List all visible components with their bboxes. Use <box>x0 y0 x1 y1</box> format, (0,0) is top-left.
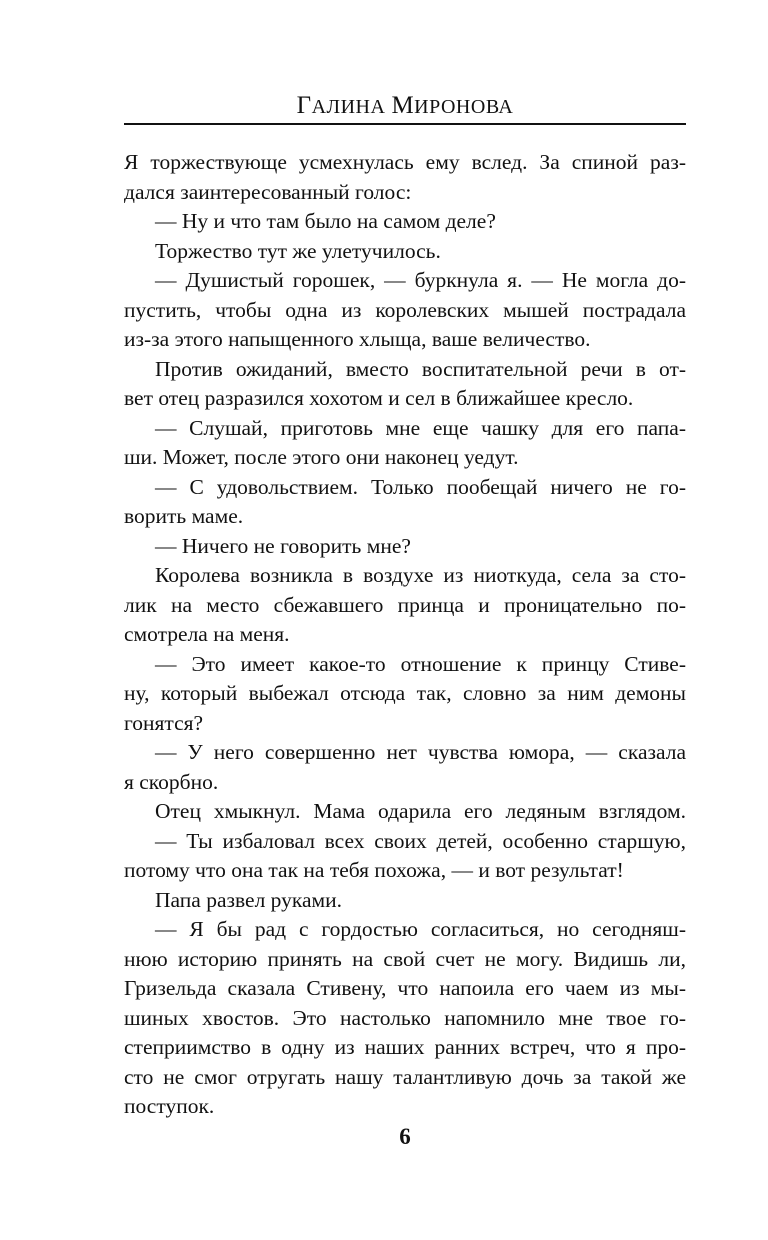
text-line: Гризельда сказала Стивену, что напоила его чаем из мы- <box>124 976 686 1000</box>
text-line: степриимство в одну из наших ранних встреч, что я про- <box>124 1035 686 1059</box>
header-rule <box>124 123 686 125</box>
text-line: Против ожиданий, вместо воспитательной речи в от- <box>155 356 686 381</box>
text-line: из-за этого напыщенного хлыща, ваше величество. <box>124 327 591 351</box>
text-line: нюю историю принять на свой счет не могу. Видишь ли, <box>124 946 686 971</box>
text-line: пустить, чтобы одна из королевских мышей пострадала <box>124 297 686 322</box>
text-line: ши. Может, после этого они наконец уедут. <box>124 445 519 469</box>
header-author-last-rest: ИРОНОВА <box>414 96 514 118</box>
text-line: — Это имеет какое-то отношение к принцу Стиве- <box>155 651 686 676</box>
text-line: — Душистый горошек, — буркнула я. — Не могла до- <box>155 268 686 292</box>
text-line: шиных хвостов. Это настолько напомнило мне твое го- <box>124 1005 686 1030</box>
running-header <box>124 92 686 120</box>
text-line: смотрела на меня. <box>124 622 290 646</box>
page-number: 6 <box>399 1124 411 1149</box>
header-author-last-initial: М <box>391 92 415 119</box>
text-line: ворить маме. <box>124 504 244 528</box>
text-line: Отец хмыкнул. Мама одарила его ледяным взглядом. <box>155 799 686 823</box>
text-line: Я торжествующе усмехнулась ему вслед. За спиной раз- <box>124 150 686 174</box>
text-line: я скорбно. <box>124 769 219 794</box>
text-line: — Слушай, приготовь мне еще чашку для его папа- <box>155 415 686 440</box>
text-line: сто не смог отругать нашу талантливую дочь за такой же <box>124 1064 686 1089</box>
text-line: — Ничего не говорить мне? <box>155 533 411 558</box>
text-line: лик на место сбежавшего принца и проницательно по- <box>124 592 686 617</box>
text-line: поступок. <box>124 1094 215 1118</box>
text-line: вет отец разразился хохотом и сел в ближайшее кресло. <box>124 386 634 410</box>
header-author-first-rest: АЛИНА <box>311 96 386 118</box>
text-line: — У него совершенно нет чувства юмора, — сказала <box>155 740 686 764</box>
text-line: ну, который выбежал отсюда так, словно за ним демоны <box>124 681 686 705</box>
text-line: Королева возникла в воздухе из ниоткуда, села за сто- <box>155 563 686 587</box>
text-line: — Ну и что там было на самом деле? <box>155 209 496 233</box>
text-line: дался заинтересованный голос: <box>124 179 412 204</box>
text-line: — Я бы рад с гордостью согласиться, но сегодняш- <box>155 917 686 941</box>
body-text <box>124 148 686 1122</box>
text-line: — С удовольствием. Только пообещай ничего не го- <box>155 474 686 499</box>
header-author-first-initial: Г <box>296 92 312 119</box>
text-line: Торжество тут же улетучилось. <box>155 238 441 263</box>
text-line: — Ты избаловал всех своих детей, особенно старшую, <box>155 828 686 853</box>
text-line: потому что она так на тебя похожа, — и вот результат! <box>124 858 624 882</box>
text-line: гонятся? <box>124 710 204 735</box>
text-line: Папа развел руками. <box>155 887 343 912</box>
